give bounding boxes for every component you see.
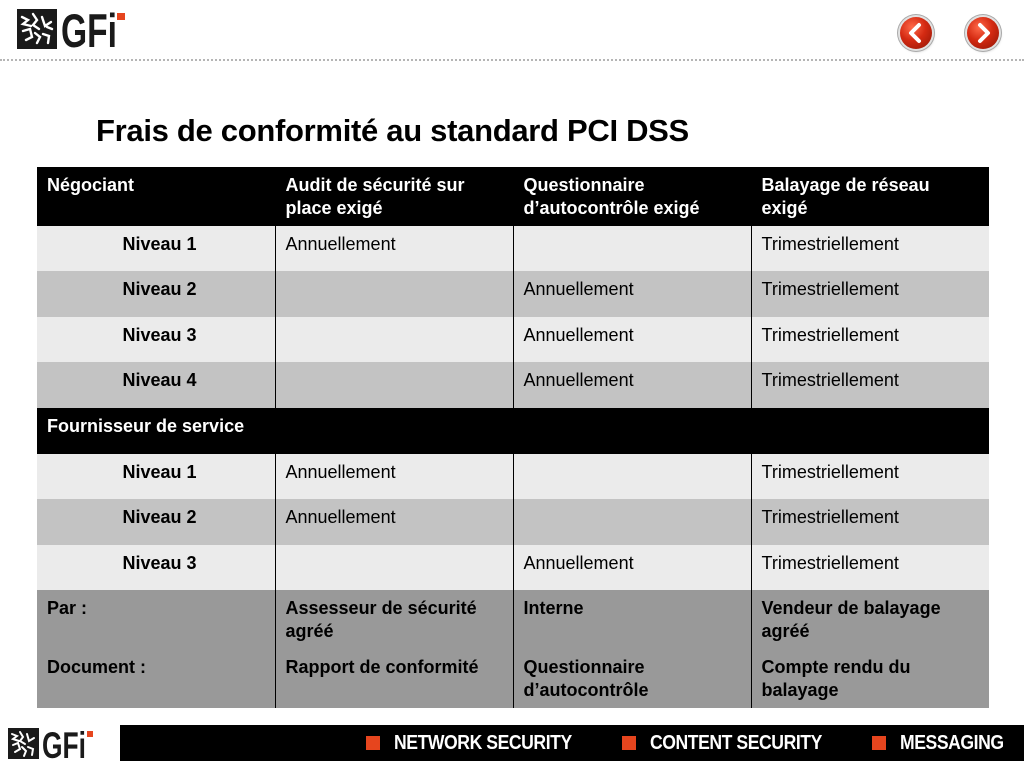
chevron-left-icon (900, 17, 932, 49)
table-cell (513, 499, 751, 545)
table-cell: Trimestriellement (751, 454, 989, 499)
page-title: Frais de conformité au standard PCI DSS (96, 113, 689, 148)
footer-bar (120, 725, 1024, 761)
gfi-logo (17, 4, 129, 57)
table-cell (275, 317, 513, 362)
table-cell: Annuellement (513, 271, 751, 317)
footer-item-messaging (872, 725, 1018, 761)
chevron-right-icon (967, 17, 999, 49)
table-cell: Trimestriellement (751, 271, 989, 317)
table-row (37, 499, 989, 545)
service-provider-header-row (37, 408, 989, 454)
summary-cell: Compte rendu du balayage (751, 649, 989, 708)
table-cell: Annuellement (275, 499, 513, 545)
level-cell: Niveau 3 (37, 545, 275, 590)
table-cell (275, 362, 513, 408)
square-bullet-icon (622, 736, 636, 750)
level-cell: Niveau 3 (37, 317, 275, 362)
table-cell: Annuellement (275, 226, 513, 271)
gfi-logo-text: GFi (61, 4, 117, 57)
footer-item-network-security (366, 725, 596, 761)
table-cell: Trimestriellement (751, 499, 989, 545)
table-cell (513, 454, 751, 499)
pci-fees-table (37, 167, 989, 708)
service-provider-header: Fournisseur de service (37, 408, 989, 454)
summary-cell: Questionnaire d’autocontrôle (513, 649, 751, 708)
header-divider (0, 59, 1024, 61)
table-row (37, 226, 989, 271)
footer-item-content-security (622, 725, 845, 761)
summary-row (37, 590, 989, 649)
header-cell: Balayage de réseau exigé (751, 167, 989, 226)
table-cell: Trimestriellement (751, 226, 989, 271)
table-row (37, 545, 989, 590)
summary-cell: Rapport de conformité (275, 649, 513, 708)
table-cell: Trimestriellement (751, 317, 989, 362)
table-row (37, 362, 989, 408)
header-cell: Questionnaire d’autocontrôle exigé (513, 167, 751, 226)
level-cell: Niveau 2 (37, 271, 275, 317)
header-cell: Négociant (37, 167, 275, 226)
square-bullet-icon (872, 736, 886, 750)
footer-label: CONTENT SECURITY (650, 731, 822, 754)
table-cell: Annuellement (513, 317, 751, 362)
table-cell (275, 545, 513, 590)
summary-cell: Par : (37, 590, 275, 649)
table-cell: Annuellement (513, 545, 751, 590)
level-cell: Niveau 2 (37, 499, 275, 545)
summary-cell: Assesseur de sécurité agréé (275, 590, 513, 649)
level-cell: Niveau 1 (37, 454, 275, 499)
table-cell: Annuellement (513, 362, 751, 408)
square-bullet-icon (366, 736, 380, 750)
table-cell: Trimestriellement (751, 362, 989, 408)
summary-cell: Document : (37, 649, 275, 708)
previous-slide-button[interactable] (900, 17, 932, 49)
summary-cell: Vendeur de balayage agréé (751, 590, 989, 649)
header-cell: Audit de sécurité sur place exigé (275, 167, 513, 226)
summary-cell: Interne (513, 590, 751, 649)
table-cell (513, 226, 751, 271)
table-row (37, 317, 989, 362)
table-row (37, 454, 989, 499)
level-cell: Niveau 4 (37, 362, 275, 408)
table-cell: Trimestriellement (751, 545, 989, 590)
level-cell: Niveau 1 (37, 226, 275, 271)
gfi-logo-footer-text: GFi (42, 725, 86, 766)
table-header-row (37, 167, 989, 226)
gfi-logo-footer (8, 725, 96, 766)
next-slide-button[interactable] (967, 17, 999, 49)
table-cell (275, 271, 513, 317)
table-row (37, 271, 989, 317)
footer-label: NETWORK SECURITY (394, 731, 572, 754)
table-cell: Annuellement (275, 454, 513, 499)
footer-label: MESSAGING (900, 731, 1004, 754)
summary-row (37, 649, 989, 708)
